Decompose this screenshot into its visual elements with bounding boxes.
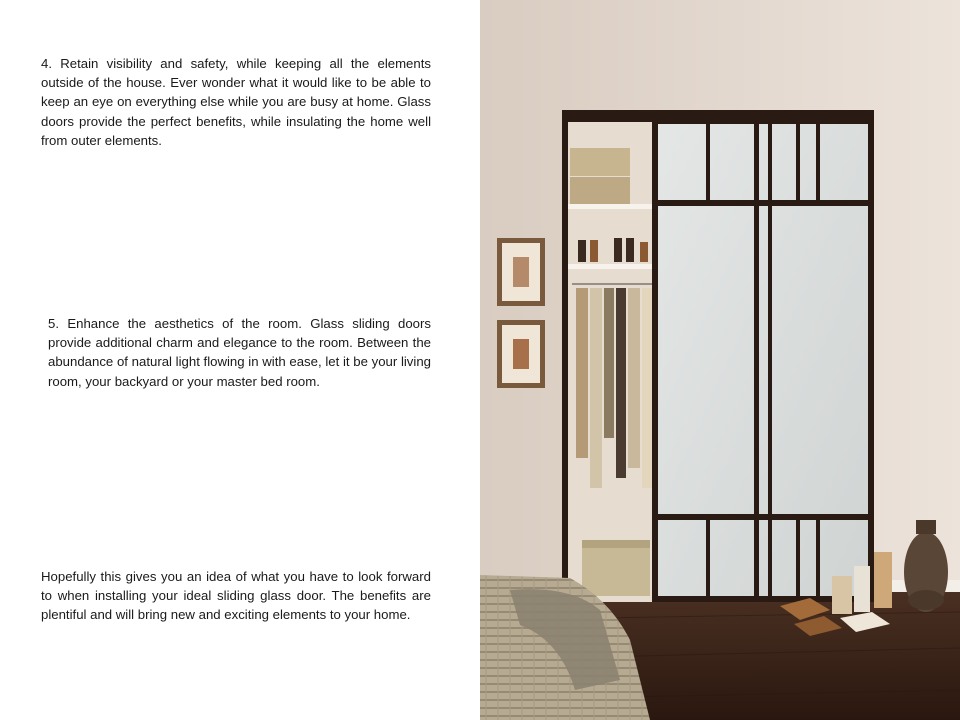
paragraph-conclusion: Hopefully this gives you an idea of what you have to look forward to when installing your ideal sliding glass door. The benefits are plentiful and will bring new and exciting elements to your home.	[41, 569, 431, 623]
wall-art-top	[497, 238, 545, 306]
paragraph-aesthetics: 5. Enhance the aesthetics of the room. Glass sliding doors provide additional charm and elegance to the room. Between the abundance of natural light flowing in with ease, let it be your living room, your backyard or your master bed room.	[48, 316, 431, 389]
paragraph-visibility-safety: 4. Retain visibility and safety, while keeping all the elements outside of the house. Ever wonder what it would like to be able to keep an eye on everything else while you are busy at home. Glass doors provide the perfect benefits, while insulating the home well from outer elements.	[41, 56, 431, 148]
wall-art-bottom	[497, 320, 545, 388]
sliding-door-photo	[480, 0, 960, 720]
frosted-sliding-door	[652, 118, 874, 602]
